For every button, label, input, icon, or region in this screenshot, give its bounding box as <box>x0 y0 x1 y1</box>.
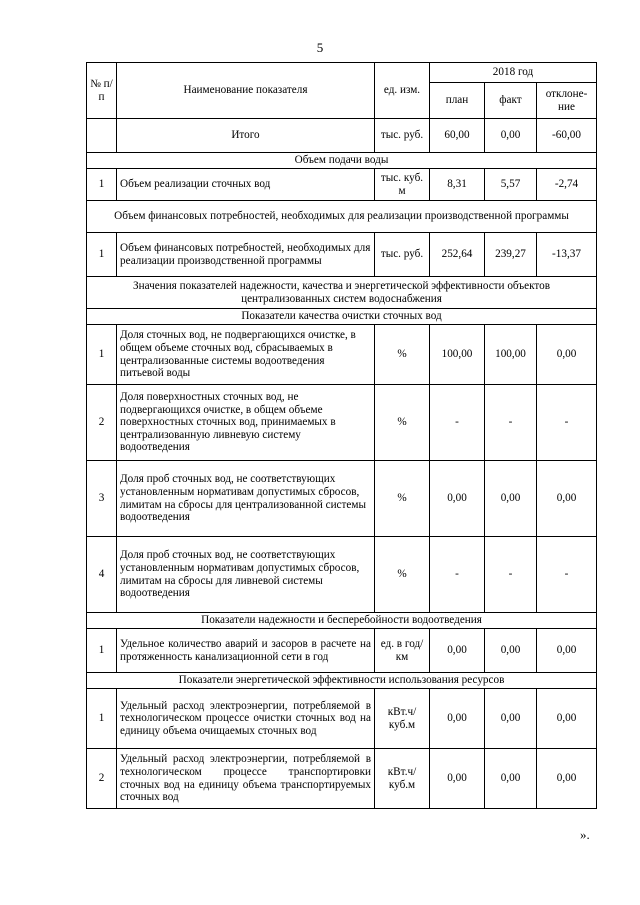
row-name: Доля сточных вод, не подвергающихся очистке, в общем объеме сточных вод, сбрасываемых в централизованные системы водоотведения питьевой воды <box>117 325 375 385</box>
row-name: Объем финансовых потребностей, необходимых для реализации производственной программы <box>117 233 375 277</box>
section-header <box>87 153 597 169</box>
row-num: 4 <box>87 537 117 613</box>
row-num: 2 <box>87 385 117 461</box>
row-num: 1 <box>87 325 117 385</box>
row-name: Доля проб сточных вод, не соответствующих установленным нормативам допустимых сбросов, лимитам на сбросы для централизованной системы водоотведения <box>117 461 375 537</box>
row-plan: 8,31 <box>430 169 485 201</box>
row-unit: ед. в год/ км <box>375 629 430 673</box>
row-dev: - <box>537 385 597 461</box>
table-row <box>87 461 597 537</box>
row-name: Доля поверхностных сточных вод, не подвергающихся очистке, в общем объеме поверхностных сточных вод, принимаемых в централизованную ливневую систему водоотведения <box>117 385 375 461</box>
section-header <box>87 201 597 233</box>
page-number: 5 <box>316 40 324 55</box>
section-title: Объем подачи воды <box>87 153 597 169</box>
table-row <box>87 325 597 385</box>
row-num: 3 <box>87 461 117 537</box>
section-title: Значения показателей надежности, качества и энергетической эффективности объектов централизованных систем водоснабжения <box>87 277 597 309</box>
table-row <box>87 385 597 461</box>
row-dev: 0,00 <box>537 689 597 749</box>
header-fact: факт <box>485 83 537 119</box>
row-dev: 0,00 <box>537 749 597 809</box>
closing-mark: ». <box>580 827 590 842</box>
row-fact: - <box>485 385 537 461</box>
row-name: Доля проб сточных вод, не соответствующих установленным нормативам допустимых сбросов, лимитам на сбросы для ливневой системы водоотведения <box>117 537 375 613</box>
row-unit: кВт.ч/ куб.м <box>375 749 430 809</box>
indicators-table <box>86 62 597 809</box>
section-title: Показатели качества очистки сточных вод <box>87 309 597 325</box>
section-title: Объем финансовых потребностей, необходимых для реализации производственной программы <box>87 201 597 233</box>
section-header <box>87 309 597 325</box>
table-row <box>87 537 597 613</box>
row-dev: 0,00 <box>537 629 597 673</box>
header-num: № п/п <box>87 63 117 119</box>
row-num: 1 <box>87 233 117 277</box>
row-unit: % <box>375 461 430 537</box>
row-fact: 5,57 <box>485 169 537 201</box>
row-plan: 0,00 <box>430 689 485 749</box>
total-plan: 60,00 <box>430 119 485 153</box>
section-header <box>87 277 597 309</box>
total-fact: 0,00 <box>485 119 537 153</box>
header-plan: план <box>430 83 485 119</box>
row-fact: 100,00 <box>485 325 537 385</box>
table-row <box>87 689 597 749</box>
section-header <box>87 673 597 689</box>
row-unit: % <box>375 385 430 461</box>
row-num: 2 <box>87 749 117 809</box>
row-num: 1 <box>87 689 117 749</box>
section-title: Показатели надежности и бесперебойности водоотведения <box>87 613 597 629</box>
table-row <box>87 233 597 277</box>
row-fact: - <box>485 537 537 613</box>
row-num: 1 <box>87 169 117 201</box>
row-fact: 0,00 <box>485 629 537 673</box>
header-name: Наименование показателя <box>117 63 375 119</box>
row-name: Объем реализации сточных вод <box>117 169 375 201</box>
row-dev: 0,00 <box>537 461 597 537</box>
row-unit: кВт.ч/ куб.м <box>375 689 430 749</box>
row-dev: 0,00 <box>537 325 597 385</box>
row-fact: 0,00 <box>485 689 537 749</box>
total-name: Итого <box>117 119 375 153</box>
row-name: Удельное количество аварий и засоров в расчете на протяженность канализационной сети в год <box>117 629 375 673</box>
row-plan: - <box>430 385 485 461</box>
row-dev: -13,37 <box>537 233 597 277</box>
row-plan: 252,64 <box>430 233 485 277</box>
row-fact: 0,00 <box>485 749 537 809</box>
total-unit: тыс. руб. <box>375 119 430 153</box>
row-dev: - <box>537 537 597 613</box>
section-header <box>87 613 597 629</box>
row-unit: тыс. руб. <box>375 233 430 277</box>
row-fact: 0,00 <box>485 461 537 537</box>
row-num: 1 <box>87 629 117 673</box>
header-year: 2018 год <box>430 63 597 83</box>
row-name: Удельный расход электроэнергии, потребляемой в технологическом процессе транспортировки сточных вод на единицу объема транспортируемых сточных вод <box>117 749 375 809</box>
table-row <box>87 629 597 673</box>
row-unit: % <box>375 325 430 385</box>
row-dev: -2,74 <box>537 169 597 201</box>
row-plan: - <box>430 537 485 613</box>
row-fact: 239,27 <box>485 233 537 277</box>
total-dev: -60,00 <box>537 119 597 153</box>
row-unit: % <box>375 537 430 613</box>
total-row <box>87 119 597 153</box>
row-name: Удельный расход электроэнергии, потребляемой в технологическом процессе очистки сточных вод на единицу объема очищаемых сточных вод <box>117 689 375 749</box>
header-unit: ед. изм. <box>375 63 430 119</box>
row-plan: 100,00 <box>430 325 485 385</box>
row-unit: тыс. куб. м <box>375 169 430 201</box>
row-plan: 0,00 <box>430 749 485 809</box>
header-dev: отклоне-ние <box>537 83 597 119</box>
section-title: Показатели энергетической эффективности использования ресурсов <box>87 673 597 689</box>
table-row <box>87 749 597 809</box>
table-row <box>87 169 597 201</box>
row-plan: 0,00 <box>430 461 485 537</box>
row-plan: 0,00 <box>430 629 485 673</box>
header-row <box>87 63 597 83</box>
